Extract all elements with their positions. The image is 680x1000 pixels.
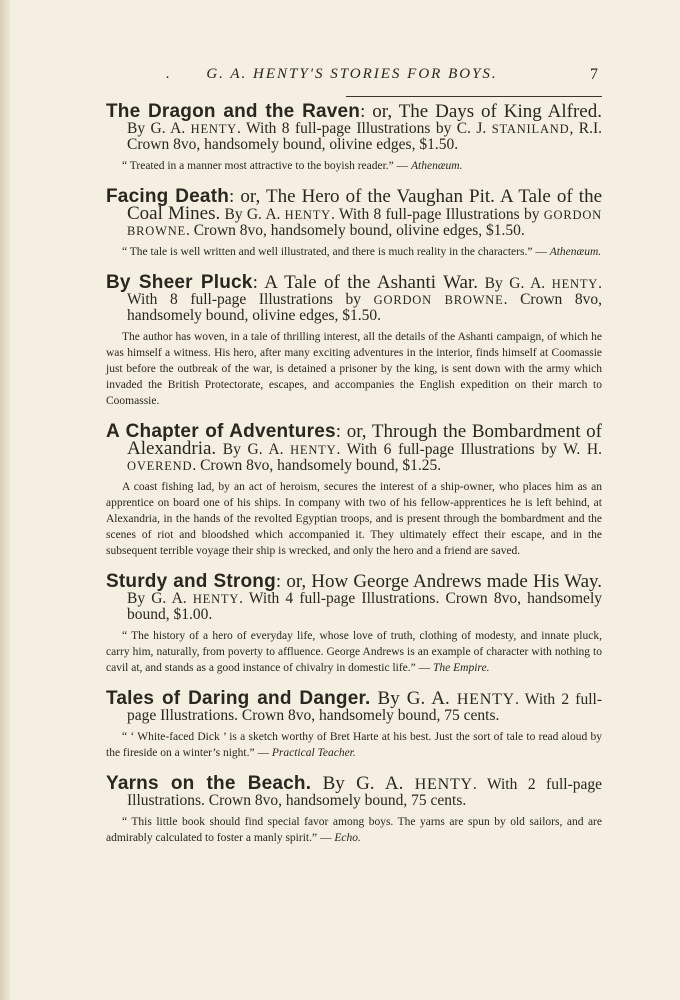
book-illustrator: STANILAND	[491, 122, 570, 136]
book-subtitle: or, How George Andrews made His Way.	[286, 571, 603, 592]
book-heading	[106, 571, 603, 623]
book-by: By G. A.	[220, 206, 285, 223]
book-entry	[106, 773, 602, 846]
book-illustrations: . With 2 full-page Illustrations. Crown 8vo, handsomely bound, 75 cents.	[127, 776, 602, 809]
page-number: 7	[590, 66, 598, 83]
book-heading	[106, 773, 602, 809]
book-by: By G. A.	[478, 275, 552, 292]
book-author: HENTY	[551, 277, 599, 291]
book-details: , R.I. Crown 8vo, handsomely bound, olivine edges, $1.50.	[127, 120, 602, 153]
book-entry	[106, 571, 603, 676]
book-author: HENTY	[190, 122, 237, 136]
book-subtitle: or, Through the Bombardment of Alexandria.	[127, 421, 603, 459]
book-separator: :	[335, 421, 347, 442]
book-review	[106, 814, 602, 846]
book-illustrations: . With 8 full-page Illustrations by	[127, 275, 602, 308]
review-source: Practical Teacher.	[271, 747, 356, 759]
review-text: The author has woven, in a tale of thrilling interest, all the details of the Ashanti campaign, of which he was himself a witness. His hero, after many exciting adventures in the interior, finds himself at Coomassie just before the outbreak of the war, is detained a prisoner by the king, is sent down with the army which invaded the British Protectorate, escapes, and accompanies the English expedition on their march to Coomassie.	[106, 331, 602, 407]
book-illustrator: GORDON BROWNE	[373, 293, 504, 307]
running-head-title: G. A. HENTY'S STORIES FOR BOYS.	[206, 66, 498, 82]
book-entry	[106, 101, 602, 174]
book-separator: :	[229, 186, 241, 207]
book-details: . Crown 8vo, handsomely bound, olivine edges, $1.50.	[185, 222, 525, 239]
book-author: HENTY	[192, 592, 240, 606]
book-by: By G. A.	[127, 590, 193, 607]
book-heading	[106, 421, 603, 474]
book-title: Sturdy and Strong	[106, 571, 276, 592]
book-subtitle: or, The Days of King Alfred.	[372, 101, 602, 122]
book-illustrations: . With 6 full-page Illustrations by W. H.	[336, 441, 602, 458]
book-review	[106, 244, 602, 260]
review-text: “ The tale is well written and well illustrated, and there is much reality in the characters.” —	[122, 246, 550, 258]
page-edge	[0, 0, 10, 1000]
book-illustrations: . With 8 full-page Illustrations by	[331, 206, 544, 223]
review-source: Athenæum.	[411, 160, 463, 172]
book-separator: :	[275, 571, 287, 592]
book-review	[106, 628, 602, 676]
book-details: . Crown 8vo, handsomely bound, $1.25.	[192, 457, 442, 474]
book-title: The Dragon and the Raven	[106, 101, 361, 122]
book-separator: :	[252, 272, 265, 293]
book-subtitle: or, The Hero of the Vaughan Pit. A Tale of the Coal Mines.	[127, 186, 603, 224]
review-source: Athenæum.	[549, 246, 602, 258]
book-by: By G. A.	[216, 441, 291, 458]
book-review	[106, 729, 602, 761]
book-author: HENTY	[456, 691, 516, 708]
book-title: Facing Death	[106, 186, 230, 207]
book-review	[106, 329, 602, 409]
review-source: Echo.	[334, 832, 361, 844]
book-illustrator: GORDON BROWNE	[127, 208, 602, 238]
book-by: By G. A.	[311, 773, 415, 794]
book-review	[106, 158, 602, 174]
book-details: . Crown 8vo, handsomely bound, olivine edges, $1.50.	[127, 291, 602, 324]
review-text: A coast fishing lad, by an act of heroism, secures the interest of a ship-owner, who places him as an apprentice on board one of his ships. In company with two of his fellow-apprentices he is left behind, at Alexandria, in the hands of the revolted Egyptian troops, and is present through the bombardment and the scenes of riot and bloodshed which accompanied it. They ultimately effect their escape, and in the subsequent terrible voyage their ship is wrecked, and only the hero and a friend are saved.	[106, 481, 602, 557]
review-text: “ The history of a hero of everyday life, whose love of truth, clothing of modesty, and innate pluck, carry him, naturally, from poverty to affluence. George Andrews is an example of character with nothing to cavil at, and stands as a good instance of chivalry in domestic life.” —	[106, 630, 602, 674]
book-illustrations: . With 2 full-page Illustrations. Crown 8vo, handsomely bound, 75 cents.	[127, 691, 602, 724]
book-by: By G. A.	[370, 688, 457, 709]
book-heading	[106, 272, 602, 324]
book-title: By Sheer Pluck	[106, 272, 253, 293]
book-heading	[106, 688, 602, 724]
book-subtitle: A Tale of the Ashanti War.	[264, 272, 479, 293]
book-by: By G. A.	[127, 120, 191, 137]
review-text: “ Treated in a manner most attractive to the boyish reader.” —	[122, 160, 412, 172]
book-author: HENTY	[284, 208, 331, 222]
running-head	[104, 66, 600, 90]
book-author: HENTY	[290, 443, 337, 457]
book-illustrations: . With 8 full-page Illustrations by C. J.	[237, 120, 492, 137]
book-title: A Chapter of Adventures	[106, 421, 336, 442]
review-text: “ ‘ White-faced Dick ’ is a sketch worthy of Bret Harte at his best. Just the sort of tale to read aloud by the fireside on a winter’s night.” —	[106, 731, 602, 759]
running-head-mark: .	[166, 66, 172, 82]
book-separator: :	[360, 101, 373, 122]
book-illustrator: OVEREND	[127, 459, 193, 473]
book-heading	[106, 101, 602, 153]
book-title: Tales of Daring and Danger.	[106, 688, 371, 709]
review-source: The Empire.	[433, 662, 490, 674]
review-text: “ This little book should find special favor among boys. The yarns are spun by old sailors, and are admirably calculated to foster a manly spirit.” —	[106, 816, 602, 844]
book-entry	[106, 688, 602, 761]
book-review	[106, 479, 602, 559]
header-rule	[346, 96, 602, 97]
book-illustrations: . With 4 full-page Illustrations. Crown 8vo, handsomely bound, $1.00.	[127, 590, 602, 623]
book-entry	[106, 272, 602, 409]
book-entry	[106, 186, 603, 260]
book-list	[106, 101, 603, 861]
book-author: HENTY	[414, 776, 473, 793]
book-entry	[106, 421, 603, 559]
book-heading	[106, 186, 603, 239]
book-title: Yarns on the Beach.	[106, 773, 312, 794]
